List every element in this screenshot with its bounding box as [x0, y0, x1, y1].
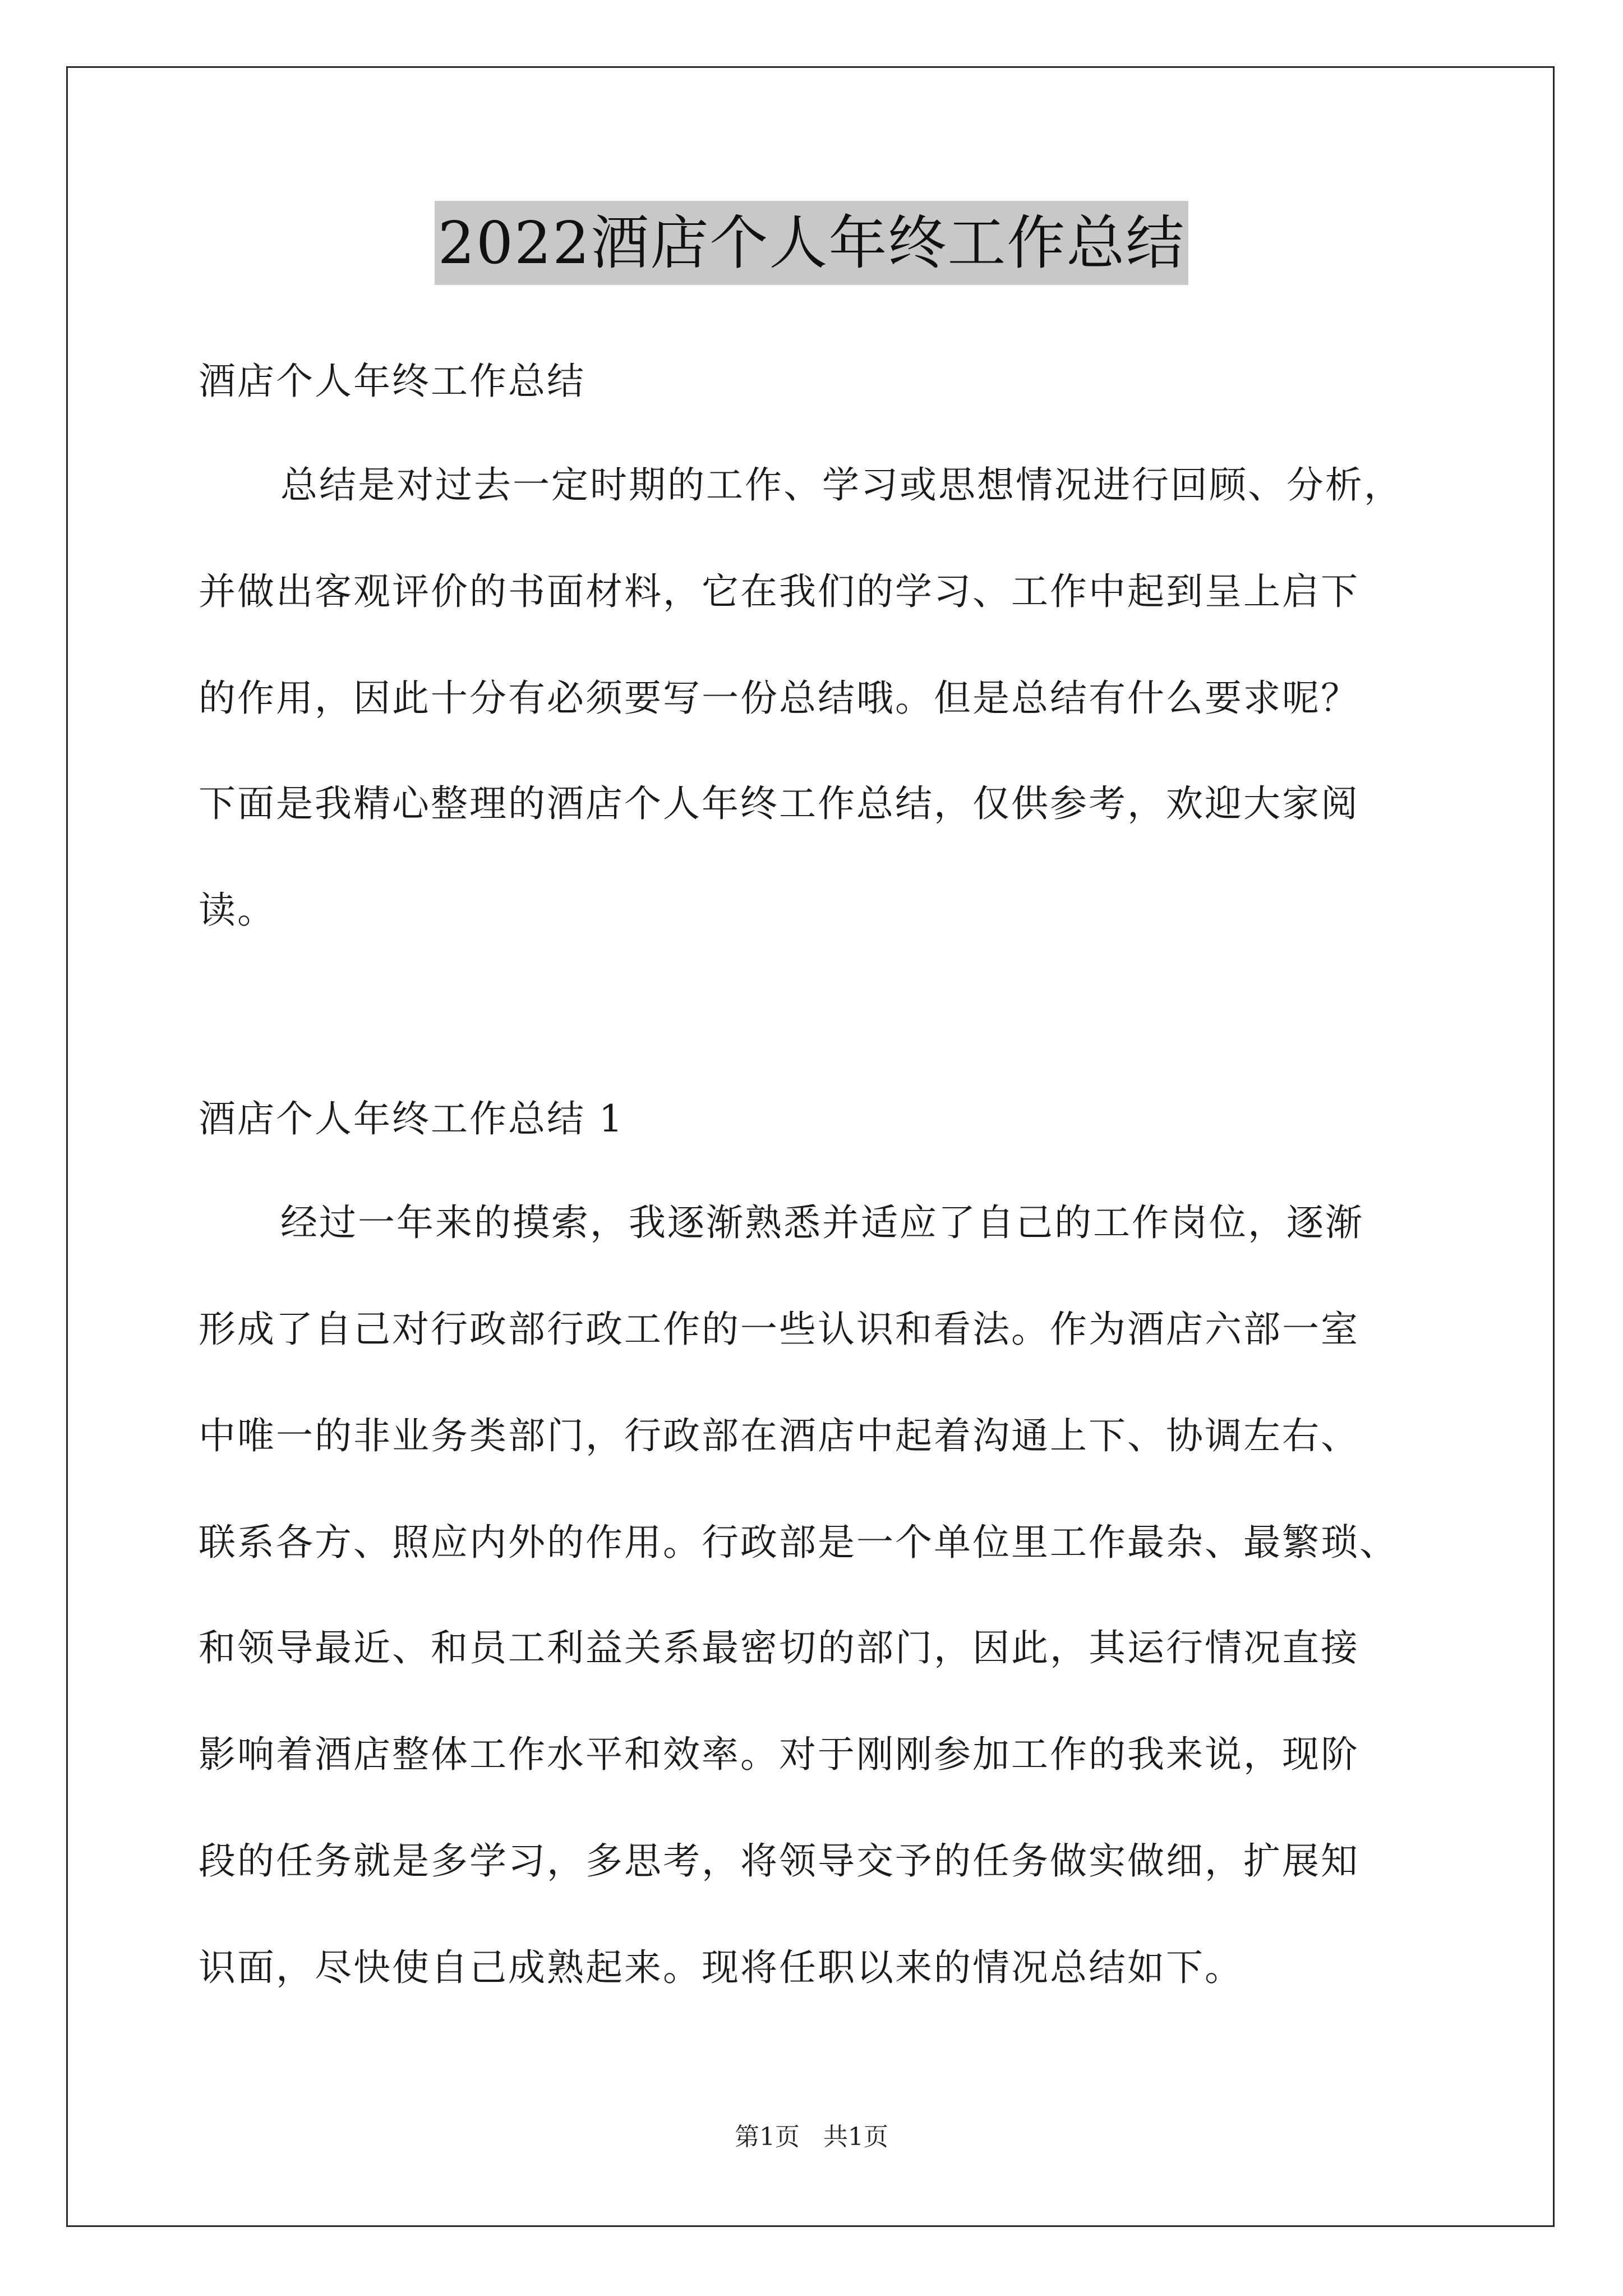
body-line: 联系各方、照应内外的作用。行政部是一个单位里工作最杂、最繁琐、	[199, 1521, 1398, 1564]
intro-line: 下面是我精心整理的酒店个人年终工作总结，仅供参考，欢迎大家阅	[199, 782, 1359, 825]
page-number-total: 共1页	[823, 2123, 888, 2151]
title-container	[0, 201, 1623, 285]
body-line: 和领导最近、和员工利益关系最密切的部门，因此，其运行情况直接	[199, 1626, 1359, 1669]
section-heading: 酒店个人年终工作总结 1	[199, 1097, 624, 1140]
document-title: 2022酒店个人年终工作总结	[435, 201, 1189, 285]
intro-line: 的作用，因此十分有必须要写一份总结哦。但是总结有什么要求呢？	[199, 677, 1359, 720]
body-line: 识面，尽快使自己成熟起来。现将任职以来的情况总结如下。	[199, 1946, 1243, 1989]
body-line: 形成了自己对行政部行政工作的一些认识和看法。作为酒店六部一室	[199, 1308, 1359, 1351]
intro-line: 读。	[199, 889, 276, 932]
body-line: 中唯一的非业务类部门，行政部在酒店中起着沟通上下、协调左右、	[199, 1414, 1359, 1457]
section-heading: 酒店个人年终工作总结	[199, 360, 585, 403]
intro-line: 总结是对过去一定时期的工作、学习或思想情况进行回顾、分析，	[280, 463, 1403, 507]
body-line: 影响着酒店整体工作水平和效率。对于刚刚参加工作的我来说，现阶	[199, 1733, 1359, 1776]
body-line: 段的任务就是多学习，多思考，将领导交予的任务做实做细，扩展知	[199, 1839, 1359, 1883]
page-number-current: 第1页	[735, 2123, 800, 2151]
intro-line: 并做出客观评价的书面材料，它在我们的学习、工作中起到呈上启下	[199, 570, 1359, 613]
page-footer	[0, 2120, 1623, 2154]
body-line: 经过一年来的摸索，我逐渐熟悉并适应了自己的工作岗位，逐渐	[280, 1201, 1364, 1244]
